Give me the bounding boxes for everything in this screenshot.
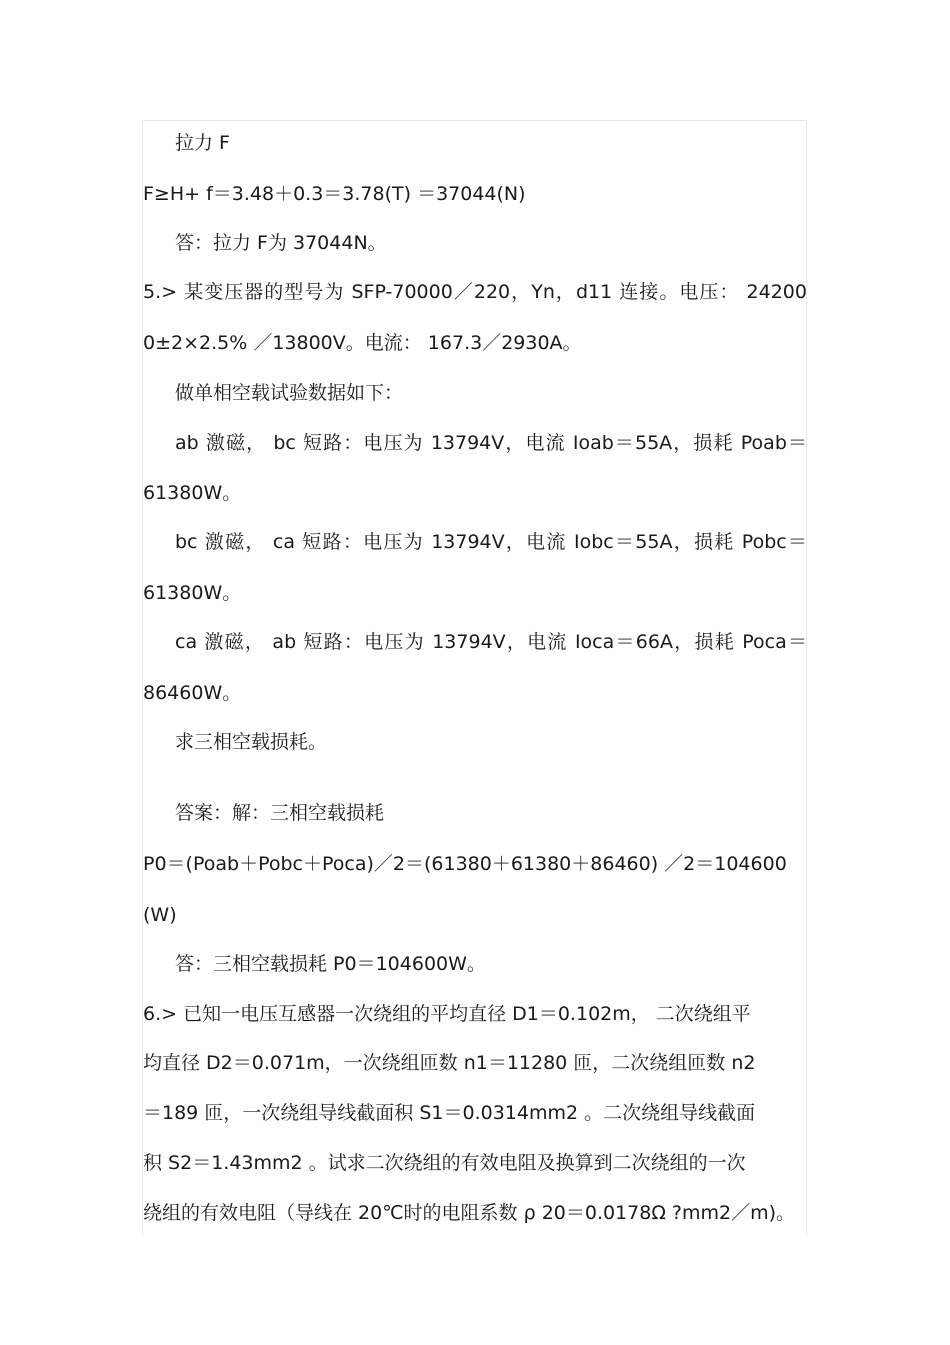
text-line-q6-resistivity: 绕组的有效电阻（导线在 20℃时的电阻系数 ρ 20＝0.0178Ω ?mm2／m)。 (143, 1202, 796, 1224)
text-line-q6-intro: 6.> 已知一电压互感器一次绕组的平均直径 D1＝0.102m， 二次绕组平 (143, 1003, 751, 1025)
text-line-p0-answer: 答：三相空载损耗 P0＝104600W。 (175, 953, 486, 975)
text-line-bc-loss: 61380W。 (143, 582, 242, 604)
text-line-q5-intro: 5.> 某变压器的型号为 SFP-70000／220，Yn，d11 连接。电压： 24200 (143, 281, 807, 303)
text-line-ca-excitation: ca 激磁， ab 短路：电压为 13794V，电流 Ioca＝66A，损耗 Poca＝ (175, 631, 807, 653)
text-line-q6-turns: ＝189 匝，一次绕组导线截面积 S1＝0.0314mm2 。二次绕组导线截面 (143, 1102, 756, 1124)
text-line-ca-loss: 86460W。 (143, 682, 242, 704)
text-line-tension-answer: 答：拉力 F为 37044N。 (175, 232, 387, 254)
text-line-q5-question: 求三相空载损耗。 (175, 731, 328, 753)
text-line-solution-heading: 答案：解：三相空载损耗 (175, 802, 385, 824)
text-line-q6-section: 积 S2＝1.43mm2 。试求二次绕组的有效电阻及换算到二次绕组的一次 (143, 1152, 746, 1174)
text-line-p0-formula: P0＝(Poab＋Pobc＋Poca)／2＝(61380＋61380＋86460) ／2＝104600 (143, 853, 787, 875)
text-line-q5-ratings: 0±2×2.5% ／13800V。电流： 167.3／2930A。 (143, 332, 582, 354)
text-line-ab-loss: 61380W。 (143, 482, 242, 504)
text-line-p0-unit: (W) (143, 904, 177, 926)
text-line-ab-excitation: ab 激磁， bc 短路：电压为 13794V，电流 Ioab＝55A，损耗 Poab＝ (175, 432, 807, 454)
text-line-q6-diameter: 均直径 D2＝0.071m，一次绕组匝数 n1＝11280 匝，二次绕组匝数 n2 (143, 1052, 756, 1074)
text-line-tension: 拉力 F (175, 132, 230, 154)
text-line-tension-formula: F≥H+ f＝3.48＋0.3＝3.78(T) ＝37044(N) (143, 183, 526, 205)
text-line-bc-excitation: bc 激磁， ca 短路：电压为 13794V，电流 Iobc＝55A，损耗 Pobc＝ (175, 531, 807, 553)
text-line-test-data-heading: 做单相空载试验数据如下： (175, 382, 404, 404)
